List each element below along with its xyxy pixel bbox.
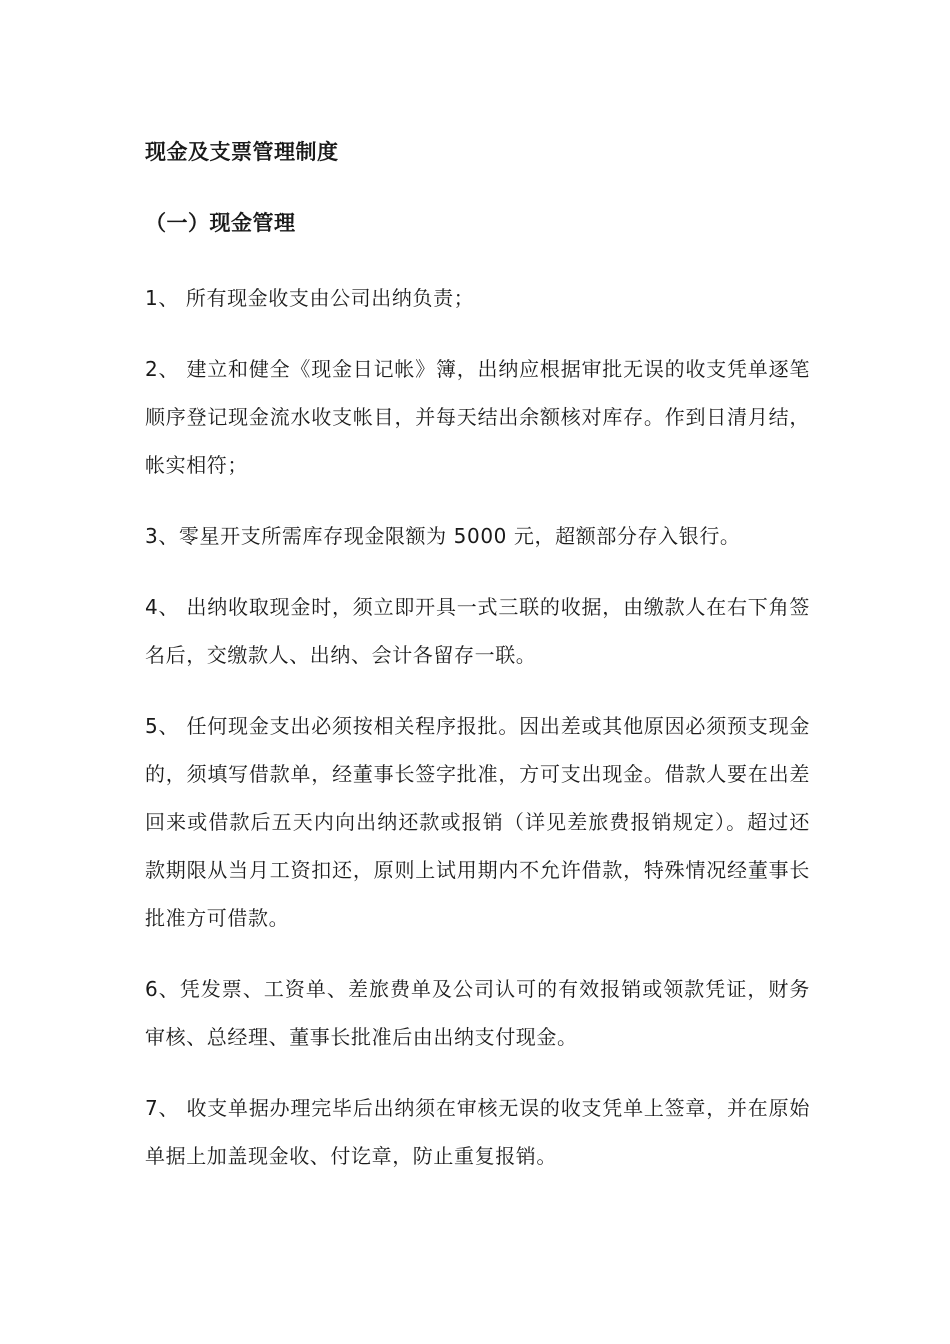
- list-item: 5、 任何现金支出必须按相关程序报批。因出差或其他原因必须预支现金的，须填写借款单，经董事长签字批准，方可支出现金。借款人要在出差回来或借款后五天内向出纳还款或报销（详见差旅费报销规定）。超过还款期限从当月工资扣还，原则上试用期内不允许借款，特殊情况经董事长批准方可借款。: [145, 714, 810, 930]
- list-item: 6、凭发票、工资单、差旅费单及公司认可的有效报销或领款凭证，财务审核、总经理、董事长批准后由出纳支付现金。: [145, 977, 810, 1049]
- list-item: 3、零星开支所需库存现金限额为 5000 元，超额部分存入银行。: [145, 524, 741, 548]
- list-item: 1、 所有现金收支由公司出纳负责；: [145, 286, 475, 310]
- list-item: 2、 建立和健全《现金日记帐》簿，出纳应根据审批无误的收支凭单逐笔顺序登记现金流水收支帐目，并每天结出余额核对库存。作到日清月结，帐实相符；: [145, 357, 810, 477]
- document-body: [145, 132, 810, 1203]
- document-title: 现金及支票管理制度: [145, 140, 339, 164]
- section-heading: （一）现金管理: [145, 211, 296, 235]
- list-item: 7、 收支单据办理完毕后出纳须在审核无误的收支凭单上签章，并在原始单据上加盖现金收、付讫章，防止重复报销。: [145, 1096, 810, 1168]
- list-item: 4、 出纳收取现金时，须立即开具一式三联的收据，由缴款人在右下角签名后，交缴款人、出纳、会计各留存一联。: [145, 595, 810, 667]
